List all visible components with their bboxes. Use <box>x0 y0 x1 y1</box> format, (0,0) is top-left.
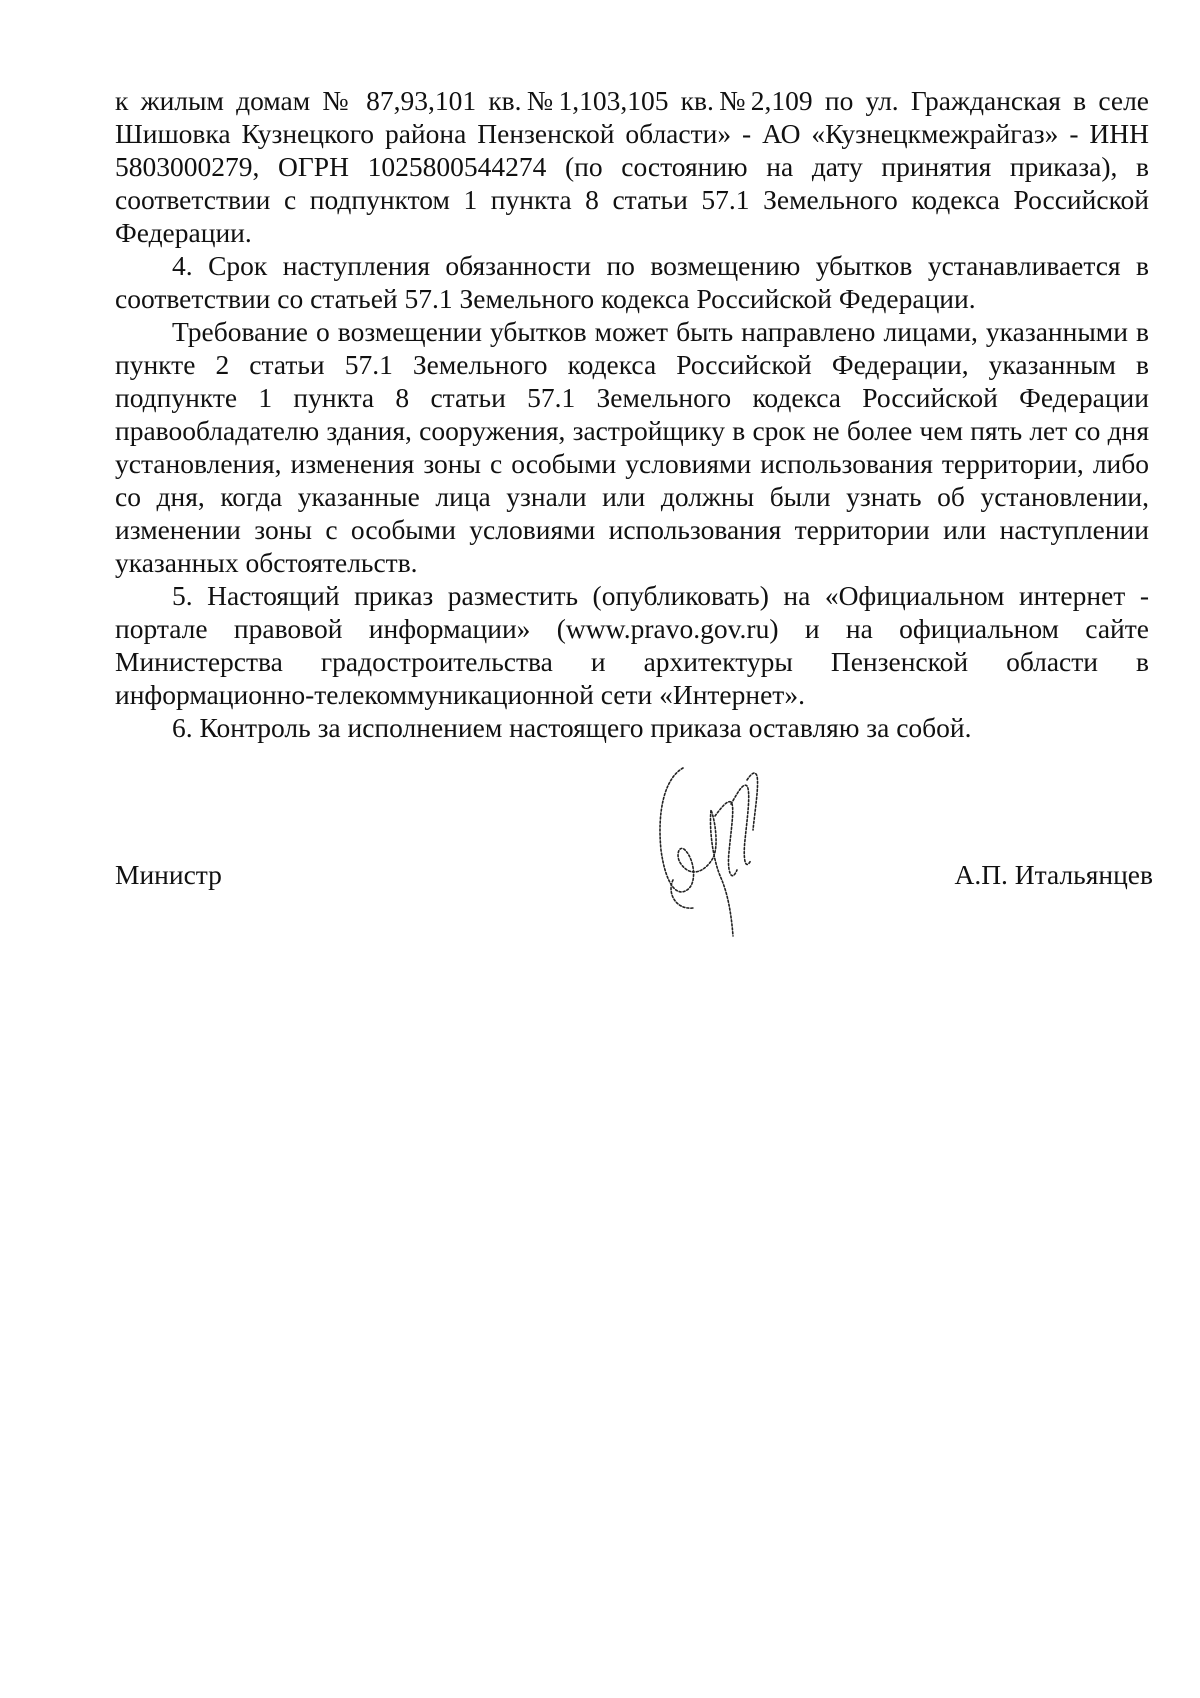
paragraph-claim-requirement: Требование о возмещении убытков может быть направлено лицами, указанными в пункте 2 статьи 57.1 Земельного кодекса Российской Федерации, указанным в подпункте 1 пункта 8 статьи 57.1 Земельного кодекса Российской Федерации правообладателю здания, сооружения, застройщику в срок не более чем пять лет со дня установления, изменения зоны с особыми условиями использования территории, либо со дня, когда указанные лица узнали или должны были узнать об установлении, изменении зоны с особыми условиями использования территории или наступлении указанных обстоятельств. <box>115 316 1149 578</box>
document-body <box>115 84 1149 744</box>
paragraph-item-6: 6. Контроль за исполнением настоящего приказа оставляю за собой. <box>172 712 972 743</box>
handwritten-signature <box>635 760 775 970</box>
paragraph-item-5: 5. Настоящий приказ разместить (опубликовать) на «Официальном интернет - портале правовой информации» (www.pravo.gov.ru) и на официальном сайте Министерства градостроительства и архитектуры Пензенской области в информационно-телекоммуникационной сети «Интернет». <box>115 580 1149 710</box>
signatory-position: Министр <box>115 859 222 890</box>
paragraph-continuation: к жилым домам № 87,93,101 кв.№1,103,105 кв.№2,109 по ул. Гражданская в селе Шишовка Кузнецкого района Пензенской области» - АО «Кузнецкмежрайгаз» - ИНН 5803000279, ОГРН 1025800544274 (по состоянию на дату принятия приказа), в соответствии с подпунктом 1 пункта 8 статьи 57.1 Земельного кодекса Российской Федерации. <box>115 85 1149 248</box>
paragraph-item-4: 4. Срок наступления обязанности по возмещению убытков устанавливается в соответствии со статьей 57.1 Земельного кодекса Российской Федерации. <box>115 250 1149 314</box>
signatory-name: А.П. Итальянцев <box>954 859 1153 890</box>
signature-block <box>115 760 1153 1000</box>
